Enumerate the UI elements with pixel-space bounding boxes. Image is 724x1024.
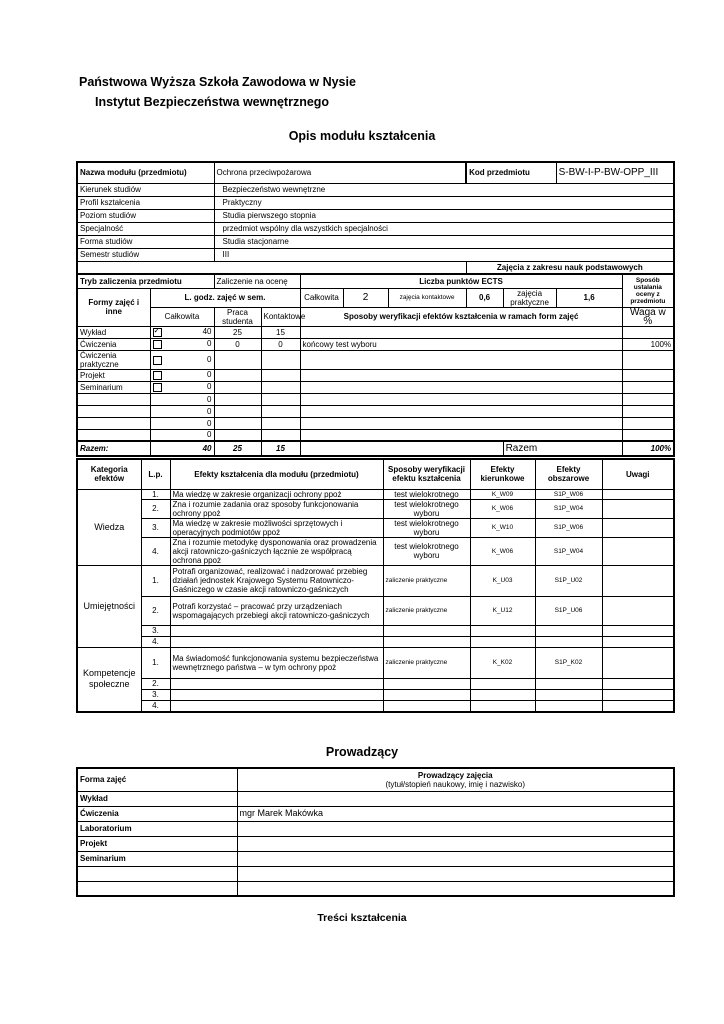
form-row [77,405,674,417]
form-total: 0 [207,339,212,348]
form-row [77,429,674,441]
effect-text: Zna i rozumie zadania oraz sposoby funkcjonowania ochrony ppoż [170,499,383,518]
lecturer-form [77,866,237,881]
effect-area [535,700,602,712]
total-hours: 40 [150,441,214,456]
form-total-cell [150,393,214,405]
effect-lp: 2. [141,678,170,689]
form-name [77,381,150,393]
lecturer-form [77,881,237,896]
form-contact [261,417,300,429]
effect-lp: 4. [141,537,170,565]
info-label: Forma studiów [77,235,214,248]
form-weight [622,381,674,393]
info-value: przedmiot wspólny dla wszystkich specjalności [214,222,674,235]
form-row [77,350,674,369]
hours-label: L. godz. zajęć w sem. [150,288,300,307]
effect-text: Zna i rozumie metodykę dysponowania oraz prowadzenia akcji ratowniczo-gaśniczych łącznie ze współpracą ochrona ppoż [170,537,383,565]
module-code-value: S-BW-I-P-BW-OPP_III [556,162,674,183]
form-work [214,405,261,417]
checked-checkbox[interactable] [153,328,162,337]
effect-verification: test wielokrotnego wyboru [383,518,470,537]
ects-contact-label: zajęcia kontaktowe [388,288,466,307]
effect-text [170,678,383,689]
form-contact: 0 [261,338,300,350]
effect-area [535,625,602,636]
effect-area: S1P_W06 [535,489,602,499]
effect-lp: 2. [141,499,170,518]
effect-direction: K_W09 [470,489,535,499]
form-total: 40 [202,327,212,336]
effect-text [170,625,383,636]
lecturer-row [77,851,674,866]
effect-row [77,489,674,499]
lecturer-person [237,791,674,806]
form-method: końcowy test wyboru [300,338,622,350]
effect-row [77,647,674,678]
col-lp: L.p. [141,459,170,489]
form-work [214,369,261,381]
form-weight [622,350,674,369]
effect-text: Ma wiedzę w zakresie możliwości sprzętowych i operacyjnych podmiotów ppoż [170,518,383,537]
checkbox[interactable] [153,340,162,349]
info-label: Poziom studiów [77,209,214,222]
effect-area: S1P_U06 [535,596,602,625]
effect-notes [602,700,674,712]
effect-row [77,565,674,596]
form-weight [622,393,674,405]
col-area-effects: Efekty obszarowe [535,459,602,489]
school-name: Państwowa Wyższa Szkoła Zawodowa w Nysie [79,75,356,89]
form-name [77,417,150,429]
form-total: 0 [207,354,212,364]
lecturer-row [77,881,674,896]
form-name [77,369,150,381]
form-total: 0 [207,406,212,416]
effect-direction [470,636,535,647]
lecturer-person [237,851,674,866]
total-contact: 15 [261,441,300,456]
form-weight [622,369,674,381]
effect-row [77,700,674,712]
effect-notes [602,489,674,499]
form-total: 0 [207,430,212,440]
info-label: Specjalność [77,222,214,235]
total-weight-label: Razem [503,441,622,456]
form-total: 0 [207,394,212,404]
col-student-work: Praca studenta [214,307,261,326]
module-name-value: Ochrona przeciwpożarowa [214,162,466,183]
form-method [300,350,622,369]
lecturer-row [77,806,674,821]
form-total-cell [150,381,214,393]
effect-area: S1P_U02 [535,565,602,596]
lecturer-row [77,866,674,881]
form-work [214,429,261,441]
effect-verification [383,625,470,636]
form-weight: 100% [622,338,674,350]
info-value: Bezpieczeństwo wewnętrzne [214,183,674,196]
form-contact [261,350,300,369]
checkbox[interactable] [153,356,162,365]
effect-direction [470,678,535,689]
effect-lp: 1. [141,489,170,499]
ects-total-value: 2 [343,288,388,307]
effect-row [77,518,674,537]
form-name-text: Projekt [80,370,105,380]
col-notes: Uwagi [602,459,674,489]
effect-area [535,636,602,647]
effect-direction: K_K02 [470,647,535,678]
form-name [77,326,150,338]
col-contact: Kontaktowe [261,307,300,326]
effect-notes [602,636,674,647]
col-direction-effects: Efekty kierunkowe [470,459,535,489]
ects-contact-value: 0,6 [466,288,503,307]
form-name-text: Ćwiczenia praktyczne [80,350,119,369]
form-total: 0 [207,370,212,379]
effect-row [77,596,674,625]
effect-text [170,636,383,647]
effect-text: Ma świadomość funkcjonowania systemu bezpieczeństwa wewnętrznego państwa – w tym ochrony ppoż [170,647,383,678]
effect-text [170,700,383,712]
effect-area: S1P_W04 [535,537,602,565]
effect-notes [602,518,674,537]
effect-notes [602,537,674,565]
effect-direction: K_U12 [470,596,535,625]
form-name [77,393,150,405]
effect-row [77,537,674,565]
ects-practical-value: 1,6 [556,288,622,307]
module-table [76,161,675,457]
lecturer-row [77,791,674,806]
verification-methods-label: Sposoby weryfikacji efektów kształcenia w ramach form zajęć [300,307,622,326]
lecturers-table [76,767,675,897]
effect-area: S1P_K02 [535,647,602,678]
module-name-label: Nazwa modułu (przedmiotu) [77,162,214,183]
form-row [77,338,674,350]
effect-text: Ma wiedzę w zakresie organizacji ochrony ppoż [170,489,383,499]
form-contact [261,393,300,405]
lecturer-row [77,821,674,836]
total-weight-value: 100% [622,441,674,456]
lecturer-form: Projekt [77,836,237,851]
lecturer-col-sub: (tytuł/stopień naukowy, imię i nazwisko) [385,779,525,789]
form-name [77,405,150,417]
form-contact [261,429,300,441]
form-work [214,417,261,429]
effect-lp: 2. [141,596,170,625]
info-value: Studia stacjonarne [214,235,674,248]
info-value: Studia pierwszego stopnia [214,209,674,222]
col-category: Kategoria efektów [77,459,141,489]
lecturer-person: mgr Marek Makówka [237,806,674,821]
effect-direction: K_U03 [470,565,535,596]
effect-notes [602,625,674,636]
effect-row [77,689,674,700]
category-skills: Umiejętności [77,565,141,647]
grading-method-label: Sposób ustalania oceny z przedmiotu [622,274,674,307]
effect-direction: K_W06 [470,499,535,518]
form-total-cell [150,417,214,429]
effects-table [76,458,675,713]
info-value: Praktyczny [214,196,674,209]
lecturers-title: Prowadzący [325,745,399,759]
effect-direction: K_W10 [470,518,535,537]
ects-practical-label: zajęcia praktyczne [503,288,556,307]
form-work: 0 [214,338,261,350]
lecturer-form: Wykład [77,791,237,806]
form-contact [261,405,300,417]
effect-row [77,625,674,636]
effect-notes [602,596,674,625]
form-method [300,429,622,441]
info-row [77,235,674,248]
lecturer-person [237,866,674,881]
form-method [300,417,622,429]
effect-verification [383,689,470,700]
lecturer-person [237,881,674,896]
form-row [77,369,674,381]
effect-verification [383,636,470,647]
form-row [77,393,674,405]
effect-verification: test wielokrotnego [383,489,470,499]
effect-verification [383,678,470,689]
effect-direction [470,689,535,700]
effect-notes [602,689,674,700]
form-total: 0 [207,418,212,428]
total-label: Razem: [77,441,150,456]
form-work [214,350,261,369]
form-name [77,338,150,350]
info-row [77,183,674,196]
effect-area: S1P_W06 [535,518,602,537]
effect-area [535,678,602,689]
effect-direction [470,625,535,636]
content-title: Treści kształcenia [317,912,407,924]
effect-lp: 3. [141,625,170,636]
effect-lp: 1. [141,565,170,596]
info-row [77,196,674,209]
effect-verification: test wielokrotnego wyboru [383,499,470,518]
lecturer-form: Ćwiczenia [77,806,237,821]
effect-notes [602,678,674,689]
effect-row [77,499,674,518]
category-knowledge: Wiedza [77,489,141,565]
form-method [300,381,622,393]
effect-text [170,689,383,700]
effect-lp: 3. [141,518,170,537]
effect-notes [602,565,674,596]
form-total-cell [150,405,214,417]
total-work: 25 [214,441,261,456]
info-value: III [214,248,674,261]
info-row [77,222,674,235]
form-weight [622,405,674,417]
effect-notes [602,499,674,518]
basic-courses-label: Zajęcia z zakresu nauk podstawowych [466,261,674,274]
lecturer-row [77,836,674,851]
info-label: Profil kształcenia [77,196,214,209]
effect-text: Potrafi korzystać – pracować przy urządzeniach wspomagających przebiegi akcji ratowniczo-gaśniczych [170,596,383,625]
form-name [77,350,150,369]
form-method [300,326,622,338]
effect-lp: 4. [141,636,170,647]
lecturer-form: Seminarium [77,851,237,866]
lecturer-col-label: Prowadzący zajęcia [417,770,493,780]
form-method [300,369,622,381]
ects-label: Liczba punktów ECTS [300,274,622,288]
effect-verification: zaliczenie praktyczne [383,647,470,678]
effect-lp: 1. [141,647,170,678]
effect-row [77,678,674,689]
form-row [77,417,674,429]
effect-row [77,636,674,647]
lecturer-person [237,821,674,836]
effect-lp: 3. [141,689,170,700]
form-row [77,381,674,393]
module-code-label: Kod przedmiotu [466,162,556,183]
form-name-text: Wykład [80,327,107,337]
effect-area [535,689,602,700]
form-method [300,393,622,405]
category-competences: Kompetencje społeczne [77,647,141,712]
info-label: Kierunek studiów [77,183,214,196]
lecturer-form: Laboratorium [77,821,237,836]
form-weight [622,417,674,429]
pass-mode-label: Tryb zaliczenia przedmiotu [77,274,214,288]
forms-label: Formy zajęć i inne [77,288,150,326]
info-row [77,248,674,261]
checkbox[interactable] [153,383,162,392]
lecturer-person [237,836,674,851]
form-weight [622,326,674,338]
effect-lp: 4. [141,700,170,712]
col-verification: Sposoby weryfikacji efektu kształcenia [383,459,470,489]
pass-mode-value: Zaliczenie na ocenę [214,274,300,288]
form-total-cell [150,369,214,381]
form-work: 25 [214,326,261,338]
form-total-cell [150,350,214,369]
form-total: 0 [207,382,212,391]
form-total-cell [150,429,214,441]
form-contact [261,369,300,381]
effect-verification: zaliczenie praktyczne [383,565,470,596]
info-label: Semestr studiów [77,248,214,261]
form-total-cell [150,326,214,338]
document-title: Opis modułu kształcenia [288,129,436,143]
form-work [214,381,261,393]
effect-verification: zaliczenie praktyczne [383,596,470,625]
col-effects: Efekty kształcenia dla modułu (przedmiotu) [170,459,383,489]
form-weight [622,429,674,441]
form-name-text: Ćwiczenia [80,339,117,349]
effect-text: Potrafi organizować, realizować i nadzorować przebieg działań jednostek Krajowego Systemu Ratowniczo-Gaśniczego w czasie akcji ratowniczo-gaśniczych [170,565,383,596]
effect-direction [470,700,535,712]
form-col-label: Forma zajęć [77,768,237,791]
effect-verification [383,700,470,712]
form-contact [261,381,300,393]
weight-label: Waga w % [622,307,674,326]
institute-name: Instytut Bezpieczeństwa wewnętrznego [95,95,330,109]
col-total: Całkowita [150,307,214,326]
info-row [77,209,674,222]
form-method [300,405,622,417]
checkbox[interactable] [153,371,162,380]
effect-verification: test wielokrotnego wyboru [383,537,470,565]
effect-notes [602,647,674,678]
form-total-cell [150,338,214,350]
effect-direction: K_W06 [470,537,535,565]
form-name-text: Seminarium [80,382,123,392]
ects-total-label: Całkowita [300,288,343,307]
form-name [77,429,150,441]
effect-area: S1P_W04 [535,499,602,518]
form-work [214,393,261,405]
form-contact: 15 [261,326,300,338]
form-row [77,326,674,338]
